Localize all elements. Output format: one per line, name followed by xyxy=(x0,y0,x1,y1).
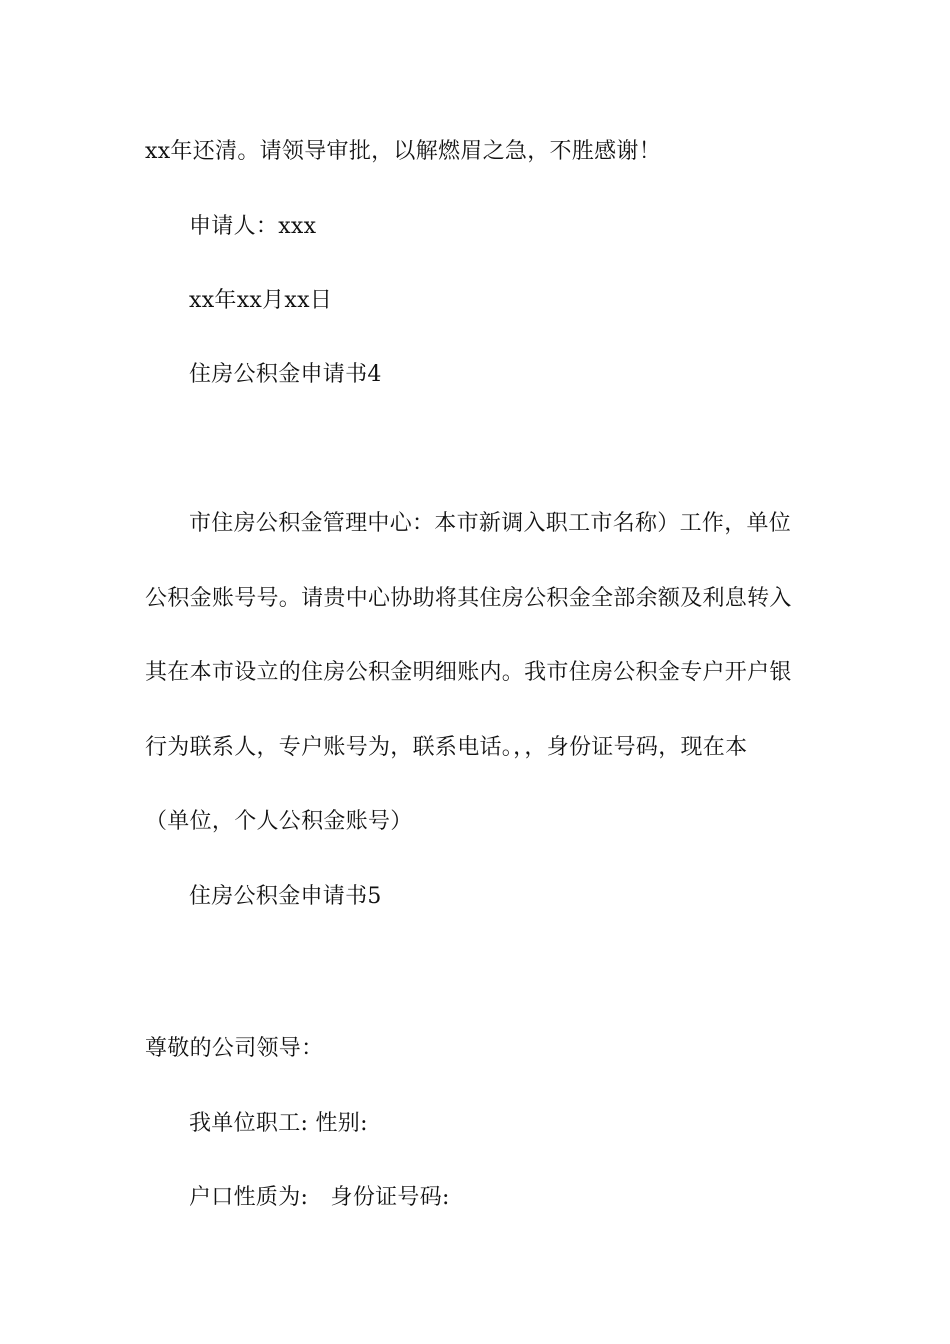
section-title-4: 住房公积金申请书4 xyxy=(189,362,382,387)
salutation-line: 尊敬的公司领导： xyxy=(145,1036,324,1061)
paragraph-line: 行为联系人，专户账号为，联系电话。，，身份证号码，现在本 xyxy=(145,735,748,760)
date-line: xx年xx月xx日 xyxy=(189,288,333,313)
section-title-5: 住房公积金申请书5 xyxy=(189,884,382,909)
paragraph-line: xx年还清。请领导审批，以解燃眉之急，不胜感谢！ xyxy=(145,139,662,164)
paragraph-line: 公积金账号号。请贵中心协助将其住房公积金全部余额及利息转入 xyxy=(145,586,792,611)
paragraph-line: 其在本市设立的住房公积金明细账内。我市住房公积金专户开户银 xyxy=(145,660,792,685)
paragraph-line: 市住房公积金管理中心：本市新调入职工市名称）工作，单位 xyxy=(189,511,792,536)
paragraph-line: 我单位职工: 性别: xyxy=(189,1111,368,1136)
applicant-line: 申请人：xxx xyxy=(189,214,317,239)
paragraph-line: （单位，个人公积金账号） xyxy=(145,809,413,834)
paragraph-line: 户口性质为: 身份证号码: xyxy=(189,1185,450,1210)
